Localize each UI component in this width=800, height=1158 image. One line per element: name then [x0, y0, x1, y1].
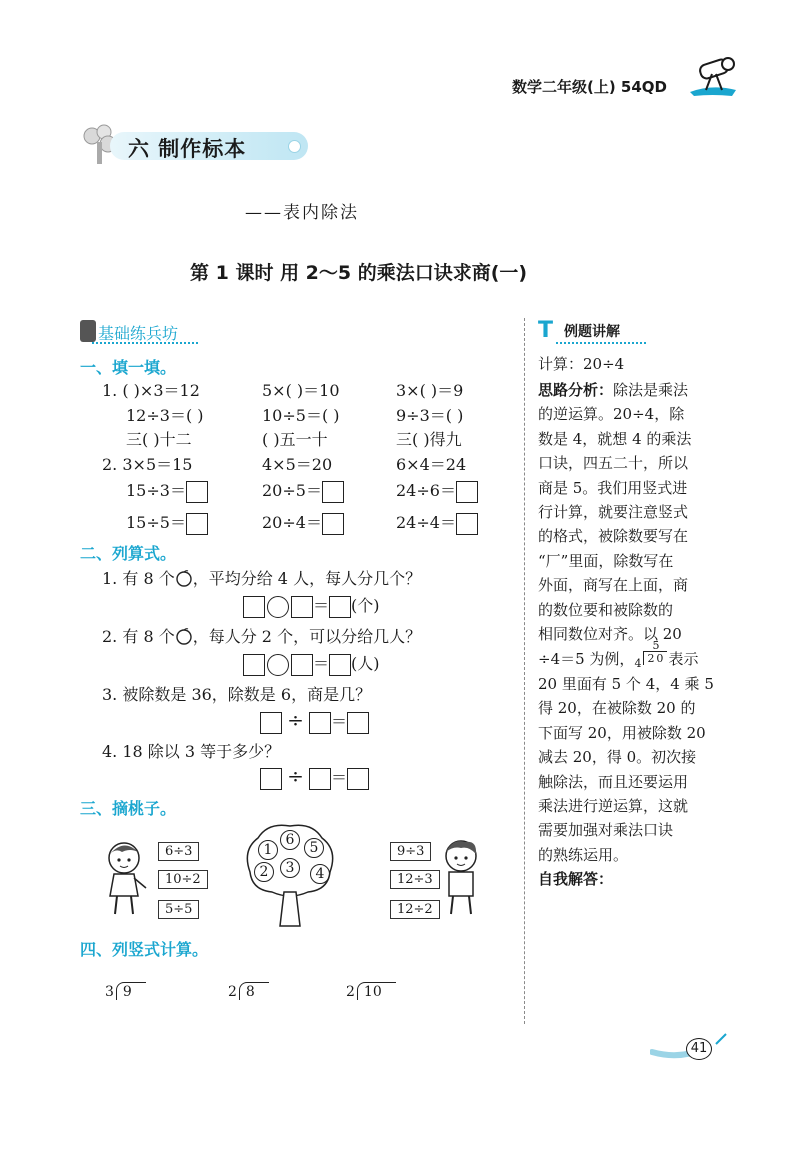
s2-q4-answer	[260, 764, 369, 790]
section2-heading: 二、列算式。	[80, 544, 177, 563]
s1-r3-c1: 三( )十二	[126, 430, 192, 449]
example-tag	[538, 320, 648, 344]
mini-dividend: 20	[643, 651, 667, 665]
analysis-line: 相同数位对齐。以 20	[538, 625, 682, 644]
girl-icon	[100, 838, 152, 920]
division-bracket-icon	[357, 982, 396, 1000]
peach-card[interactable]: 12÷3	[390, 870, 440, 889]
answer-box[interactable]	[260, 712, 282, 734]
analysis-line: 的熟练运用。	[538, 845, 629, 864]
s1-r4-c2: 4×5＝20	[262, 455, 333, 474]
s2-q4: 4. 18 除以 3 等于多少？	[102, 742, 281, 761]
s1-r5-c1: 15÷3＝	[126, 481, 186, 500]
analysis-line: 外面，商写在上面，商	[538, 576, 689, 595]
s1-r5-c3: 24÷6＝	[396, 481, 456, 500]
peach[interactable]: 6	[280, 830, 300, 850]
basic-practice-label: 基础练兵坊	[98, 324, 179, 343]
section1-heading: 一、填一填。	[80, 358, 177, 377]
eq-sign: ＝	[313, 654, 330, 673]
s2-q2	[102, 624, 532, 647]
s1-r1-c1: 1. ( )×3＝12	[102, 381, 200, 400]
boy-icon	[435, 836, 487, 920]
peach[interactable]: 5	[304, 838, 324, 858]
div-sign: ÷	[287, 764, 304, 788]
chapter-banner	[80, 124, 310, 172]
answer-box[interactable]	[243, 654, 265, 676]
peach-card[interactable]: 6÷3	[158, 842, 199, 861]
analysis-line-mini: ÷4＝5 为例， 5 4 20 表示	[538, 646, 768, 671]
s1-r6-c3: 24÷4＝	[396, 513, 456, 532]
div-sign: ÷	[287, 708, 304, 732]
peach[interactable]: 3	[280, 858, 300, 878]
peach[interactable]: 2	[254, 862, 274, 882]
analysis-line: 商是 5。我们用竖式进	[538, 478, 688, 497]
s2-q1	[102, 566, 532, 589]
answer-box[interactable]	[347, 712, 369, 734]
page-number: 41	[686, 1038, 712, 1060]
s2-q1-b: ，平均分给 4 人，每人分几个？	[192, 569, 422, 588]
example-tag-label: 例题讲解	[564, 324, 620, 340]
division-bracket-icon	[116, 982, 146, 1000]
mini-divisor: 4	[634, 657, 642, 671]
s1-r5-c2: 20÷5＝	[262, 481, 322, 500]
answer-box[interactable]	[291, 596, 313, 618]
peach-card[interactable]: 9÷3	[390, 842, 431, 861]
apple-icon	[175, 627, 193, 645]
example-calc: 计算：20÷4	[538, 355, 625, 373]
mini-division	[634, 639, 668, 671]
analysis-line: 的数位要和被除数的	[538, 600, 674, 619]
analysis-line: “厂”里面，除数写在	[538, 551, 674, 570]
s1-r3-c3: 三( )得九	[396, 430, 462, 449]
analysis-line: 口诀，四五二十，所以	[538, 454, 689, 473]
s2-q1-a: 1. 有 8 个	[102, 569, 175, 588]
s1-r2-c2: 10÷5＝( )	[262, 406, 340, 425]
answer-box[interactable]	[309, 712, 331, 734]
peach-card[interactable]: 5÷5	[158, 900, 199, 919]
analysis-line: 触除法，而且还要运用	[538, 772, 689, 791]
analysis-line: 得 20，在被除数 20 的	[538, 699, 696, 718]
s1-r4-c3: 6×4＝24	[396, 455, 467, 474]
answer-box[interactable]	[260, 768, 282, 790]
peach-card[interactable]: 10÷2	[158, 870, 208, 889]
eq-sign: ＝	[330, 712, 347, 731]
analysis-label: 思路分析：	[538, 381, 614, 399]
s2-q2-a: 2. 有 8 个	[102, 627, 175, 646]
s1-r6-c1: 15÷5＝	[126, 513, 186, 532]
example-tag-icon: T	[538, 318, 554, 343]
eq-sign: ＝	[330, 768, 347, 787]
operator-circle[interactable]	[267, 654, 289, 676]
analysis-line: 的格式，被除数要写在	[538, 527, 689, 546]
peach[interactable]: 1	[258, 840, 278, 860]
banner-dot-icon	[288, 140, 301, 153]
answer-box[interactable]	[186, 481, 208, 503]
operator-circle[interactable]	[267, 596, 289, 618]
section3-heading: 三、摘桃子。	[80, 799, 177, 818]
answer-box[interactable]	[322, 481, 344, 503]
apple-icon	[175, 569, 193, 587]
analysis-line: 下面写 20，用被除数 20	[538, 723, 706, 742]
s1-r2-c3: 9÷3＝( )	[396, 406, 464, 425]
s2-q2-b: ，每人分 2 个，可以分给几人？	[192, 627, 422, 646]
peach[interactable]: 4	[310, 864, 330, 884]
basic-practice-tag	[80, 320, 200, 344]
telescope-logo-icon	[682, 54, 742, 100]
s1-r1-c3: 3×( )＝9	[396, 381, 464, 400]
chapter-subtitle: ——表内除法	[245, 203, 359, 223]
long-division-2	[228, 982, 269, 1000]
s2-q3: 3. 被除数是 36，除数是 6，商是几？	[102, 685, 372, 704]
long-division-1	[105, 982, 146, 1000]
s2-q2-answer	[243, 651, 380, 676]
analysis-line: 数是 4，就想 4 的乘法	[538, 429, 692, 448]
dividend: 9	[122, 984, 132, 1000]
long-division-3	[346, 982, 396, 1000]
s1-r6-c2: 20÷4＝	[262, 513, 322, 532]
book-header: 数学二年级(上) 54QD	[512, 78, 668, 96]
analysis-line: 减去 20，得 0。初次接	[538, 748, 697, 767]
analysis-line: 行计算，就要注意竖式	[538, 503, 689, 522]
divisor: 3	[105, 984, 114, 1000]
analysis-line: 需要加强对乘法口诀	[538, 821, 674, 840]
divisor: 2	[346, 984, 355, 1000]
analysis-line: 20 里面有 5 个 4，4 乘 5	[538, 674, 714, 693]
mini-quotient: 5	[652, 639, 660, 653]
lesson-title: 第 1 课时 用 2～5 的乘法口诀求商(一)	[190, 262, 528, 284]
example-body	[538, 378, 768, 892]
answer-box[interactable]	[347, 768, 369, 790]
s2-q2-unit: (人)	[351, 654, 380, 673]
section4-heading: 四、列竖式计算。	[80, 940, 209, 959]
peach-card[interactable]: 12÷2	[390, 900, 440, 919]
answer-box[interactable]	[243, 596, 265, 618]
s1-r2-c1: 12÷3＝( )	[126, 406, 204, 425]
dividend: 8	[245, 984, 255, 1000]
analysis-line: 乘法进行逆运算，这就	[538, 796, 689, 815]
answer-box[interactable]	[322, 513, 344, 535]
answer-box[interactable]	[456, 481, 478, 503]
chapter-title: 六 制作标本	[128, 137, 247, 161]
peaches	[240, 820, 340, 900]
s2-q1-unit: (个)	[351, 596, 380, 615]
s1-r3-c2: ( )五一十	[262, 430, 328, 449]
eq-sign: ＝	[313, 596, 330, 615]
answer-box[interactable]	[309, 768, 331, 790]
s2-q3-answer	[260, 708, 369, 734]
s1-r4-c1: 2. 3×5＝15	[102, 455, 193, 474]
s2-q1-answer	[243, 593, 380, 618]
answer-box[interactable]	[456, 513, 478, 535]
s1-r1-c2: 5×( )＝10	[262, 381, 340, 400]
answer-box[interactable]	[186, 513, 208, 535]
answer-box[interactable]	[291, 654, 313, 676]
division-bracket-icon	[239, 982, 269, 1000]
dividend: 10	[363, 984, 382, 1000]
self-answer-label: 自我解答：	[538, 870, 614, 889]
column-divider	[524, 318, 525, 1024]
analysis-line: 的逆运算。20÷4，除	[538, 405, 685, 424]
answer-box[interactable]	[329, 596, 351, 618]
answer-box[interactable]	[329, 654, 351, 676]
analysis-line-0: 思路分析：除法是乘法	[538, 381, 689, 399]
divisor: 2	[228, 984, 237, 1000]
